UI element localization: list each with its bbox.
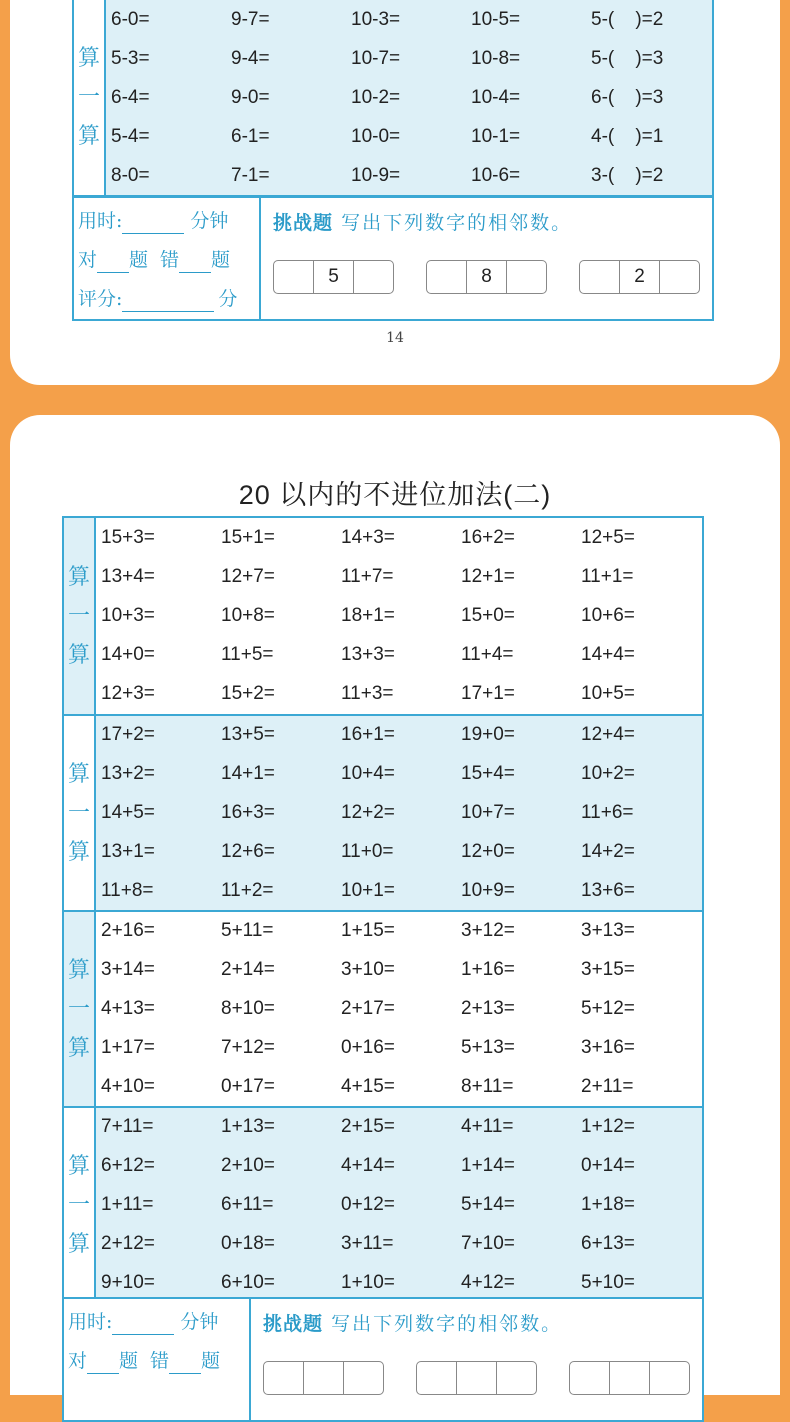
problem-cell: 9+10= (101, 1271, 155, 1293)
problem-block-3 (64, 910, 702, 1106)
problem-cell: 1+12= (581, 1116, 635, 1138)
side-char: 算 (67, 1231, 90, 1257)
neighbor-blank-right[interactable] (353, 261, 393, 293)
problem-cell: 10-9= (351, 164, 401, 186)
problem-cell: 15+0= (461, 604, 515, 626)
neighbor-given: 2 (619, 261, 659, 293)
score-label: 评分: (78, 288, 123, 310)
problem-block (74, 0, 712, 195)
problem-cell: 0+17= (221, 1075, 275, 1097)
question-word: 题 (201, 1350, 221, 1372)
page-title: 20 以内的不进位加法(二) (238, 480, 552, 510)
side-char: 一 (67, 603, 90, 629)
side-char: 算 (67, 761, 90, 787)
problem-cell: 6+10= (221, 1271, 275, 1293)
problem-cell: 3+16= (581, 1036, 635, 1058)
side-char: 算 (77, 46, 100, 71)
problem-cell: 5+13= (461, 1036, 515, 1058)
problem-cell: 10-8= (471, 47, 521, 69)
problem-cell: 2+12= (101, 1232, 155, 1254)
neighbor-box (579, 260, 700, 294)
problem-cell: 15+2= (221, 683, 275, 705)
problem-grid (106, 0, 712, 195)
worksheet-footer (72, 196, 714, 321)
side-char: 算 (67, 564, 90, 590)
problem-cell: 11+6= (581, 801, 634, 823)
problem-cell: 7-1= (231, 164, 270, 186)
problem-cell: 14+0= (101, 644, 155, 666)
problem-cell: 15+3= (101, 526, 155, 548)
problem-cell: 9-4= (231, 47, 270, 69)
problem-cell: 14+3= (341, 526, 395, 548)
wrong-label: 错 (160, 249, 180, 271)
problem-cell: 13+4= (101, 565, 155, 587)
question-word: 题 (211, 249, 231, 271)
problem-cell: 5+12= (581, 997, 635, 1019)
side-char: 算 (67, 642, 90, 668)
problem-cell: 0+16= (341, 1036, 395, 1058)
problem-cell: 3+15= (581, 959, 635, 981)
problem-cell: 17+2= (101, 724, 155, 746)
problem-cell: 12+7= (221, 565, 275, 587)
challenge-panel (261, 198, 712, 319)
time-row (68, 1303, 245, 1342)
side-char: 一 (67, 1192, 90, 1218)
problem-cell: 10+3= (101, 604, 155, 626)
problem-cell: 15+1= (221, 526, 275, 548)
right-blank[interactable] (87, 1349, 119, 1374)
problem-cell: 16+3= (221, 801, 275, 823)
neighbor-given (456, 1362, 496, 1394)
problem-cell: 3+14= (101, 959, 155, 981)
problem-cell: 10+9= (461, 879, 515, 901)
problem-cell: 6-4= (111, 86, 150, 108)
neighbor-given: 5 (313, 261, 353, 293)
problem-cell: 10-2= (351, 86, 401, 108)
problem-cell: 2+14= (221, 959, 275, 981)
problem-cell: 7+10= (461, 1232, 515, 1254)
wrong-label: 错 (150, 1350, 170, 1372)
problem-cell: 12+0= (461, 840, 515, 862)
problem-cell: 7+11= (101, 1116, 154, 1138)
problem-cell: 1+14= (461, 1155, 515, 1177)
problem-cell: 2+13= (461, 997, 515, 1019)
neighbor-boxes (273, 260, 712, 294)
problem-cell: 10+2= (581, 763, 635, 785)
problem-cell: 1+17= (101, 1036, 155, 1058)
problem-cell: 13+3= (341, 644, 395, 666)
side-char: 算 (67, 1035, 90, 1061)
problem-cell: 2+11= (581, 1075, 634, 1097)
problem-cell: 12+2= (341, 801, 395, 823)
problem-cell: 10+5= (581, 683, 635, 705)
problem-cell: 1+13= (221, 1116, 275, 1138)
problem-grid (96, 518, 702, 714)
problem-cell: 10-0= (351, 125, 401, 147)
side-char: 算 (67, 957, 90, 983)
problem-cell: 6-1= (231, 125, 270, 147)
block-side-label (64, 1108, 96, 1302)
neighbor-box (263, 1361, 384, 1395)
problem-cell: 2+17= (341, 997, 395, 1019)
score-unit: 分 (218, 288, 238, 310)
problem-cell: 11+2= (221, 879, 274, 901)
problem-cell: 15+4= (461, 763, 515, 785)
problem-cell: 5-( )=2 (591, 8, 664, 30)
challenge-panel (251, 1299, 702, 1420)
neighbor-blank-left[interactable] (427, 261, 466, 293)
neighbor-box (569, 1361, 690, 1395)
problem-cell: 6+13= (581, 1232, 635, 1254)
problem-cell: 16+2= (461, 526, 515, 548)
problem-cell: 1+18= (581, 1193, 635, 1215)
time-row (78, 202, 255, 241)
neighbor-blank-left[interactable] (570, 1362, 609, 1394)
problem-cell: 3-( )=2 (591, 164, 664, 186)
problem-cell: 10-4= (471, 86, 521, 108)
problem-cell: 12+3= (101, 683, 155, 705)
problem-block-1 (64, 518, 702, 714)
problem-cell: 9-7= (231, 8, 270, 30)
problem-cell: 11+5= (221, 644, 274, 666)
challenge-heading (263, 1307, 702, 1341)
problem-cell: 17+1= (461, 683, 515, 705)
problem-block-2 (64, 714, 702, 910)
score-panel (74, 198, 261, 319)
problem-cell: 10+6= (581, 604, 635, 626)
problem-cell: 2+10= (221, 1155, 275, 1177)
problem-cell: 10+1= (341, 879, 395, 901)
right-wrong-row (78, 241, 255, 280)
side-char: 算 (77, 124, 100, 149)
problem-cell: 18+1= (341, 604, 395, 626)
side-char: 一 (67, 996, 90, 1022)
challenge-text: 写出下列数字的相邻数。 (341, 212, 573, 234)
problem-grid (96, 1108, 702, 1302)
problem-cell: 10-3= (351, 8, 401, 30)
problem-cell: 8-0= (111, 164, 150, 186)
problem-cell: 6+12= (101, 1155, 155, 1177)
problem-cell: 10+4= (341, 763, 395, 785)
side-char: 一 (67, 800, 90, 826)
wrong-blank[interactable] (169, 1349, 201, 1374)
problem-cell: 14+4= (581, 644, 635, 666)
problem-cell: 12+6= (221, 840, 275, 862)
wrong-blank[interactable] (179, 248, 211, 273)
problem-cell: 1+10= (341, 1271, 395, 1293)
problem-cell: 4+15= (341, 1075, 395, 1097)
time-unit: 分钟 (190, 210, 229, 232)
neighbor-blank-left[interactable] (264, 1362, 303, 1394)
challenge-text: 写出下列数字的相邻数。 (331, 1313, 563, 1335)
neighbor-blank-right[interactable] (506, 261, 546, 293)
worksheet-page-14 (10, 0, 780, 385)
problem-cell: 13+2= (101, 763, 155, 785)
problem-cell: 11+0= (341, 840, 394, 862)
block-side-label (64, 518, 96, 714)
time-blank[interactable] (122, 209, 184, 234)
time-blank[interactable] (112, 1310, 174, 1335)
neighbor-blank-left[interactable] (417, 1362, 456, 1394)
problem-cell: 6-0= (111, 8, 150, 30)
neighbor-box (273, 260, 394, 294)
challenge-title: 挑战题 (273, 212, 334, 234)
problem-cell: 10-5= (471, 8, 521, 30)
side-char: 算 (67, 1153, 90, 1179)
neighbor-blank-left[interactable] (580, 261, 619, 293)
problem-table (62, 516, 704, 1304)
problem-grid (96, 912, 702, 1106)
problem-cell: 13+6= (581, 879, 635, 901)
neighbor-box (426, 260, 547, 294)
time-label: 用时: (68, 1311, 113, 1333)
time-label: 用时: (78, 210, 123, 232)
problem-cell: 0+14= (581, 1155, 635, 1177)
problem-grid (96, 716, 702, 910)
problem-cell: 11+3= (341, 683, 394, 705)
time-unit: 分钟 (180, 1311, 219, 1333)
problem-cell: 4+10= (101, 1075, 155, 1097)
problem-cell: 10+8= (221, 604, 275, 626)
problem-cell: 14+1= (221, 763, 275, 785)
neighbor-blank-left[interactable] (274, 261, 313, 293)
question-word: 题 (119, 1350, 139, 1372)
question-word: 题 (129, 249, 149, 271)
problem-cell: 10+7= (461, 801, 515, 823)
problem-cell: 12+1= (461, 565, 515, 587)
score-blank[interactable] (122, 287, 214, 312)
problem-cell: 4+11= (461, 1116, 514, 1138)
problem-cell: 11+7= (341, 565, 394, 587)
right-label: 对 (68, 1350, 88, 1372)
problem-cell: 5+11= (221, 920, 274, 942)
problem-cell: 4-( )=1 (591, 125, 664, 147)
problem-cell: 1+15= (341, 920, 395, 942)
problem-cell: 11+4= (461, 644, 514, 666)
problem-cell: 5+10= (581, 1271, 635, 1293)
problem-cell: 8+11= (461, 1075, 514, 1097)
problem-cell: 8+10= (221, 997, 275, 1019)
worksheet-footer (62, 1297, 704, 1422)
problem-cell: 4+14= (341, 1155, 395, 1177)
problem-cell: 0+12= (341, 1193, 395, 1215)
problem-cell: 6-( )=3 (591, 86, 664, 108)
problem-cell: 6+11= (221, 1193, 274, 1215)
problem-cell: 14+2= (581, 840, 635, 862)
challenge-title: 挑战题 (263, 1313, 324, 1335)
problem-cell: 13+1= (101, 840, 155, 862)
problem-cell: 3+13= (581, 920, 635, 942)
neighbor-given (609, 1362, 649, 1394)
problem-cell: 12+4= (581, 724, 635, 746)
neighbor-blank-right[interactable] (659, 261, 699, 293)
problem-cell: 9-0= (231, 86, 270, 108)
problem-table (72, 0, 714, 197)
neighbor-blank-right[interactable] (496, 1362, 536, 1394)
problem-cell: 5-4= (111, 125, 150, 147)
block-side-label (74, 0, 106, 195)
neighbor-boxes (263, 1361, 702, 1395)
problem-cell: 11+8= (101, 879, 154, 901)
problem-cell: 10-7= (351, 47, 401, 69)
neighbor-given: 8 (466, 261, 506, 293)
problem-cell: 1+16= (461, 959, 515, 981)
problem-cell: 10-6= (471, 164, 521, 186)
neighbor-given (303, 1362, 343, 1394)
problem-cell: 13+5= (221, 724, 275, 746)
neighbor-blank-right[interactable] (343, 1362, 383, 1394)
right-blank[interactable] (97, 248, 129, 273)
side-char: 算 (67, 839, 90, 865)
problem-cell: 19+0= (461, 724, 515, 746)
challenge-heading (273, 206, 712, 240)
block-side-label (64, 912, 96, 1106)
problem-cell: 3+12= (461, 920, 515, 942)
problem-cell: 5-( )=3 (591, 47, 664, 69)
problem-block-4 (64, 1106, 702, 1302)
right-wrong-row (68, 1342, 245, 1381)
problem-cell: 3+11= (341, 1232, 394, 1254)
problem-cell: 2+15= (341, 1116, 395, 1138)
problem-cell: 11+1= (581, 565, 634, 587)
problem-cell: 2+16= (101, 920, 155, 942)
neighbor-blank-right[interactable] (649, 1362, 689, 1394)
problem-cell: 4+13= (101, 997, 155, 1019)
block-side-label (64, 716, 96, 910)
problem-cell: 3+10= (341, 959, 395, 981)
problem-cell: 5-3= (111, 47, 150, 69)
problem-cell: 0+18= (221, 1232, 275, 1254)
problem-cell: 16+1= (341, 724, 395, 746)
neighbor-box (416, 1361, 537, 1395)
problem-cell: 5+14= (461, 1193, 515, 1215)
score-row (78, 280, 255, 319)
problem-cell: 1+11= (101, 1193, 154, 1215)
problem-cell: 4+12= (461, 1271, 515, 1293)
problem-cell: 12+5= (581, 526, 635, 548)
right-label: 对 (78, 249, 98, 271)
score-panel (64, 1299, 251, 1420)
problem-cell: 7+12= (221, 1036, 275, 1058)
problem-cell: 14+5= (101, 801, 155, 823)
page-number: 14 (386, 330, 404, 346)
side-char: 一 (77, 85, 100, 110)
problem-cell: 10-1= (471, 125, 521, 147)
